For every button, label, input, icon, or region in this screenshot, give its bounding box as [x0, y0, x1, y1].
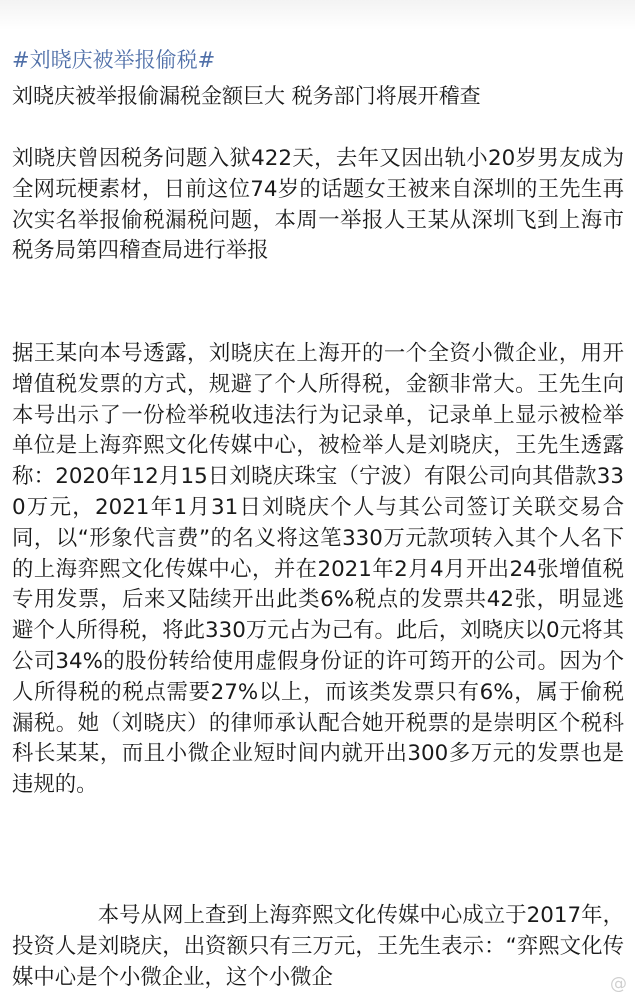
paragraph-company-info: 本号从网上查到上海弈熙文化传媒中心成立于2017年，投资人是刘晓庆，出资额只有三万元，王先生表示：“弈熙文化传媒中心是个小微企业，这个小微企 [12, 903, 624, 990]
top-fade [0, 0, 635, 30]
watermark: @ [610, 974, 627, 994]
paragraph-details: 据王某向本号透露，刘晓庆在上海开的一个全资小微企业，用开增值税发票的方式，规避了个人所得税，金额非常大。王先生向本号出示了一份检举税收违法行为记录单，记录单上显示被检举单位是上海弈熙文化传媒中心，被检举人是刘晓庆，王先生透露称：2020年12月15日刘晓庆珠宝（宁波）有限公司向其借款330万元，2021年1月31日刘晓庆个人与其公司签订关联交易合同，以“形象代言费”的名义将这笔330万元款项转入其个人名下的上海弈熙文化传媒中心，并在2021年2月4月开出24张增值税专用发票，后来又陆续开出此类6%税点的发票共42张，明显逃避个人所得税，将此330万元占为己有。此后，刘晓庆以0元将其公司34%的股份转给使用虚假身份证的许可筠开的公司。因为个人所得税的税点需要27%以上，而该类发票只有6%，属于偷税漏税。她（刘晓庆）的律师承认配合她开税票的是崇明区个税科科长某某，而且小微企业短时间内就开出300多万元的发票也是违规的。 [12, 341, 624, 798]
post-headline: 刘晓庆被举报偷漏税金额巨大 税务部门将展开稽查 [12, 84, 481, 108]
hashtag-topic-link[interactable]: #刘晓庆被举报偷税# [12, 48, 216, 72]
paragraph-intro: 刘晓庆曾因税务问题入狱422天，去年又因出轨小20岁男友成为全网玩梗素材，日前这位74岁的话题女王被来自深圳的王先生再次实名举报偷税漏税问题，本周一举报人王某从深圳飞到上海市税务局第四稽查局进行举报 [12, 146, 624, 264]
